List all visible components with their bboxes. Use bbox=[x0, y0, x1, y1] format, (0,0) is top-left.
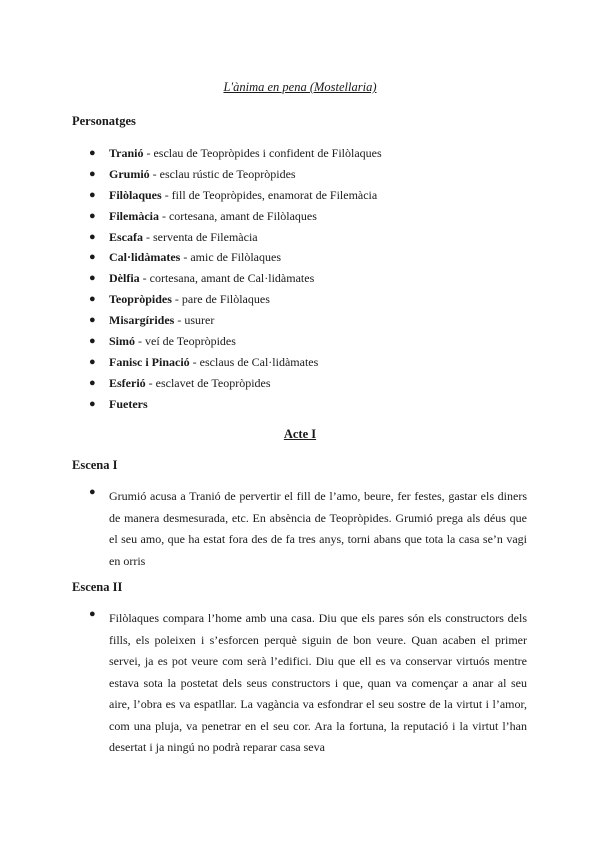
list-item bbox=[0, 143, 600, 164]
character-desc: - veí de Teopròpides bbox=[135, 334, 236, 349]
list-item bbox=[0, 247, 600, 268]
bullet-icon: ● bbox=[89, 209, 96, 222]
list-item bbox=[0, 164, 600, 185]
character-desc: - cortesana, amant de Cal·lidàmates bbox=[139, 271, 315, 286]
bullet-icon: ● bbox=[89, 147, 96, 159]
list-item bbox=[0, 289, 600, 310]
character-name: Escafa bbox=[109, 229, 143, 244]
character-name: Misargírides bbox=[109, 313, 175, 328]
list-item bbox=[0, 331, 600, 352]
character-desc: - esclau de Teopròpides i confident de Filòlaques bbox=[143, 146, 382, 160]
character-desc: - esclavet de Teopròpides bbox=[145, 375, 271, 390]
character-desc: - esclaus de Cal·lidàmates bbox=[189, 354, 319, 369]
character-name: Esferió bbox=[109, 375, 146, 390]
bullet-icon: ● bbox=[89, 355, 96, 368]
list-item bbox=[0, 310, 600, 331]
document-title: L'ànima en pena (Mostellaria) bbox=[223, 80, 377, 94]
escena-1-text: Grumió acusa a Tranió de pervertir el fill de l’amo, beure, fer festes, gastar els diners de manera desmesurada, etc. En absència de Teopròpides. Grumió prega als déus que el seu amo, que ha estat fora des de fa tres anys, torni abans que tota la casa se’n vagi en orris bbox=[109, 489, 527, 568]
character-name: Dèlfia bbox=[109, 271, 140, 286]
bullet-icon: ● bbox=[89, 314, 96, 327]
escena-1-summary bbox=[0, 486, 600, 572]
personatges-heading: Personatges bbox=[72, 114, 136, 128]
escena-2-heading: Escena II bbox=[72, 580, 123, 594]
character-desc: - esclau rústic de Teopròpides bbox=[149, 166, 296, 181]
bullet-icon: ● bbox=[89, 188, 96, 201]
list-item bbox=[0, 227, 600, 248]
list-item bbox=[0, 373, 600, 394]
bullet-icon: ● bbox=[89, 397, 96, 410]
list-item bbox=[0, 394, 600, 415]
list-item bbox=[0, 268, 600, 289]
list-item bbox=[0, 185, 600, 206]
list-item bbox=[0, 352, 600, 373]
bullet-icon: ● bbox=[89, 272, 96, 285]
character-name: Teopròpides bbox=[109, 292, 172, 307]
list-item bbox=[0, 206, 600, 227]
character-desc: - cortesana, amant de Filòlaques bbox=[158, 208, 317, 223]
bullet-icon: ● bbox=[89, 230, 96, 243]
character-desc: - fill de Teopròpides, enamorat de Filemàcia bbox=[161, 187, 378, 202]
bullet-icon: ● bbox=[89, 251, 96, 264]
character-name: Grumió bbox=[109, 166, 150, 181]
bullet-icon: ● bbox=[89, 376, 96, 389]
character-desc: - serventa de Filemàcia bbox=[143, 229, 258, 244]
character-desc: - pare de Filòlaques bbox=[171, 292, 270, 307]
acte-heading: Acte I bbox=[283, 427, 317, 441]
character-name: Tranió bbox=[109, 146, 144, 160]
character-name: Fueters bbox=[109, 396, 148, 411]
characters-list bbox=[0, 143, 600, 415]
character-name: Simó bbox=[109, 334, 136, 349]
character-name: Filòlaques bbox=[109, 187, 162, 202]
bullet-icon: ● bbox=[89, 486, 96, 498]
bullet-icon: ● bbox=[89, 167, 96, 180]
character-name: Filemàcia bbox=[109, 208, 159, 223]
escena-2-summary bbox=[0, 608, 600, 759]
character-name: Cal·lidàmates bbox=[109, 250, 181, 265]
bullet-icon: ● bbox=[89, 335, 96, 348]
character-desc: - amic de Filòlaques bbox=[180, 250, 281, 265]
bullet-icon: ● bbox=[89, 608, 96, 620]
character-desc: - usurer bbox=[174, 313, 215, 328]
character-name: Fanisc i Pinació bbox=[109, 354, 190, 369]
escena-1-heading: Escena I bbox=[72, 458, 118, 472]
escena-2-text: Filòlaques compara l’home amb una casa. Diu que els pares són els constructors dels fills, els poleixen i s’esforcen perquè siguin de bon veure. Quan acaben el primer servei, ja es pot veure com serà l’edifici. Diu que ell es va conservar virtuós mentre estava sota la postetat dels seus constructors i que, quan va començar a anar al seu aire, l’obra es va espatllar. La vagància va esfondrar el seu sostre de la virtut i l’amor, com una pluja, va penetrar en el seu cor. Ara la fortuna, la reputació i la virtut l’han desertat i ja ningú no podrà reparar casa seva bbox=[109, 611, 527, 754]
bullet-icon: ● bbox=[89, 293, 96, 306]
